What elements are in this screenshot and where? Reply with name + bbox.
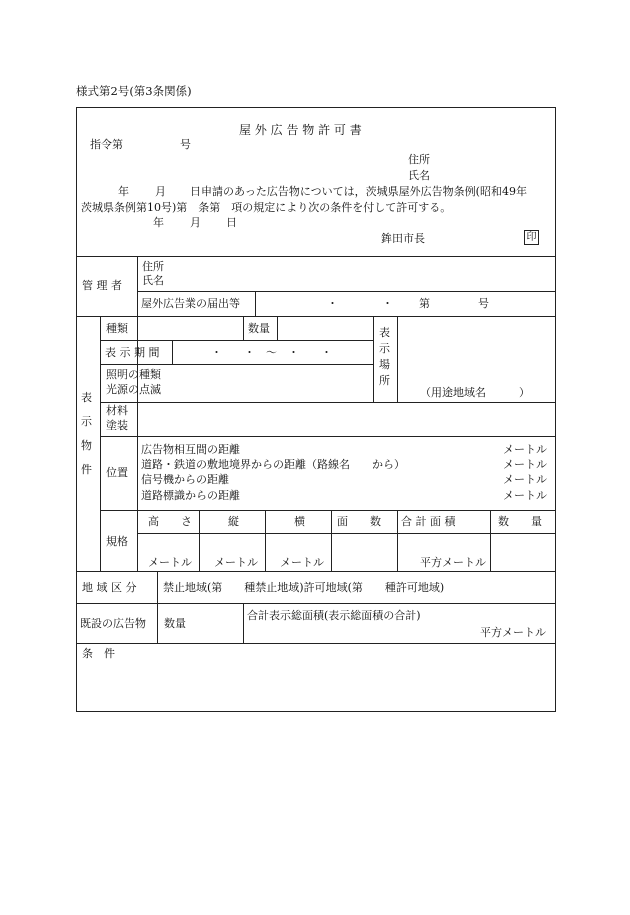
recipient-address-label: 住所: [408, 153, 430, 166]
divider: [137, 256, 138, 316]
spec-header-vertical: 縦: [228, 515, 239, 528]
quantity-label: 数量: [248, 322, 270, 335]
existing-total-label: 合計表示総面積(表示総面積の合計): [247, 609, 421, 622]
divider: [265, 510, 266, 571]
distance-unit: メートル: [503, 443, 547, 456]
divider: [157, 571, 158, 603]
divider: [100, 340, 373, 341]
distance-label: 信号機からの距離: [141, 473, 229, 486]
form-number: 様式第2号(第3条関係): [76, 84, 192, 98]
seal-stamp: 印: [524, 230, 539, 245]
divider: [76, 643, 556, 644]
registration-no-prefix: 第: [419, 297, 430, 310]
divider: [373, 316, 374, 402]
registration-label: 屋外広告業の届出等: [141, 297, 240, 310]
divider: [255, 291, 256, 316]
divider: [172, 340, 173, 364]
divider: [100, 364, 373, 365]
distance-label: 道路・鉄道の敷地境界からの距離（路線名 から）: [141, 458, 405, 471]
spec-unit-total-area: 平方メートル: [420, 556, 486, 569]
manager-address-label: 住所: [142, 260, 164, 273]
directive-suffix: 号: [180, 138, 191, 151]
divider: [76, 316, 556, 317]
divider: [243, 316, 244, 340]
material-label-2: 塗装: [106, 419, 128, 432]
divider: [243, 603, 244, 643]
distance-unit: メートル: [503, 489, 547, 502]
divider: [76, 571, 556, 572]
existing-total-unit: 平方メートル: [480, 626, 546, 639]
form-title: 屋 外 広 告 物 許 可 書: [239, 123, 362, 137]
zone-label: 地 域 区 分: [82, 581, 137, 594]
divider: [100, 510, 556, 511]
location-label: 表 示 場 所: [379, 326, 390, 387]
spec-unit-height: メートル: [148, 556, 192, 569]
spec-label: 規格: [106, 535, 128, 548]
distance-unit: メートル: [503, 473, 547, 486]
zone-value: 禁止地域(第 種禁止地域)許可地域(第 種許可地域): [163, 581, 445, 594]
registration-no-suffix: 号: [478, 297, 489, 310]
issuer-name: 鉾田市長: [381, 232, 425, 245]
divider: [137, 291, 556, 292]
divider: [76, 256, 556, 257]
manager-name-label: 氏名: [142, 274, 164, 287]
issue-year-label: 年: [153, 216, 164, 229]
spec-header-horizontal: 横: [294, 515, 305, 528]
conditions-label: 条 件: [82, 647, 115, 660]
divider: [397, 510, 398, 571]
spec-header-total-area: 合 計 面 積: [401, 515, 456, 528]
distance-unit: メートル: [503, 458, 547, 471]
position-label: 位置: [106, 466, 128, 479]
spec-header-quantity: 数 量: [498, 515, 542, 528]
divider: [76, 603, 556, 604]
divider: [100, 402, 556, 403]
body-text-line2: 茨城県条例第10号)第 条第 項の規定により次の条件を付して許可する。: [81, 201, 452, 214]
spec-header-height: 高 さ: [148, 515, 192, 528]
type-label: 種類: [106, 322, 128, 335]
existing-label: 既設の広告物: [80, 617, 146, 630]
divider: [157, 603, 158, 643]
application-month-label: 月: [155, 185, 166, 198]
registration-dots: ・ ・: [327, 297, 393, 310]
material-label-1: 材料: [106, 404, 128, 417]
divider: [199, 510, 200, 571]
spec-unit-vertical: メートル: [214, 556, 258, 569]
divider: [100, 436, 556, 437]
distance-label: 広告物相互間の距離: [141, 443, 240, 456]
period-value: ・ ・ 〜 ・ ・: [211, 346, 332, 359]
existing-quantity-label: 数量: [164, 617, 186, 630]
application-year-label: 年: [118, 185, 129, 198]
spec-header-faces: 面 数: [337, 515, 381, 528]
body-text-line1: 日申請のあった広告物については，茨城県屋外広告物条例(昭和49年: [190, 185, 527, 198]
issue-day-label: 日: [226, 216, 237, 229]
blinking-label: 光源の点滅: [106, 383, 161, 396]
spec-unit-horizontal: メートル: [280, 556, 324, 569]
recipient-name-label: 氏名: [408, 169, 430, 182]
divider: [331, 510, 332, 571]
divider: [490, 510, 491, 571]
distance-label: 道路標識からの距離: [141, 489, 240, 502]
period-label: 表 示 期 間: [105, 346, 160, 359]
display-section-label: 表 示 物 件: [81, 391, 92, 476]
issue-month-label: 月: [190, 216, 201, 229]
divider: [100, 316, 101, 571]
divider: [397, 316, 398, 402]
divider: [277, 316, 278, 340]
manager-label: 管 理 者: [82, 279, 122, 292]
lighting-label: 照明の種類: [106, 368, 161, 381]
directive-prefix: 指令第: [90, 138, 123, 151]
zone-name: （用途地域名 ）: [420, 386, 530, 399]
